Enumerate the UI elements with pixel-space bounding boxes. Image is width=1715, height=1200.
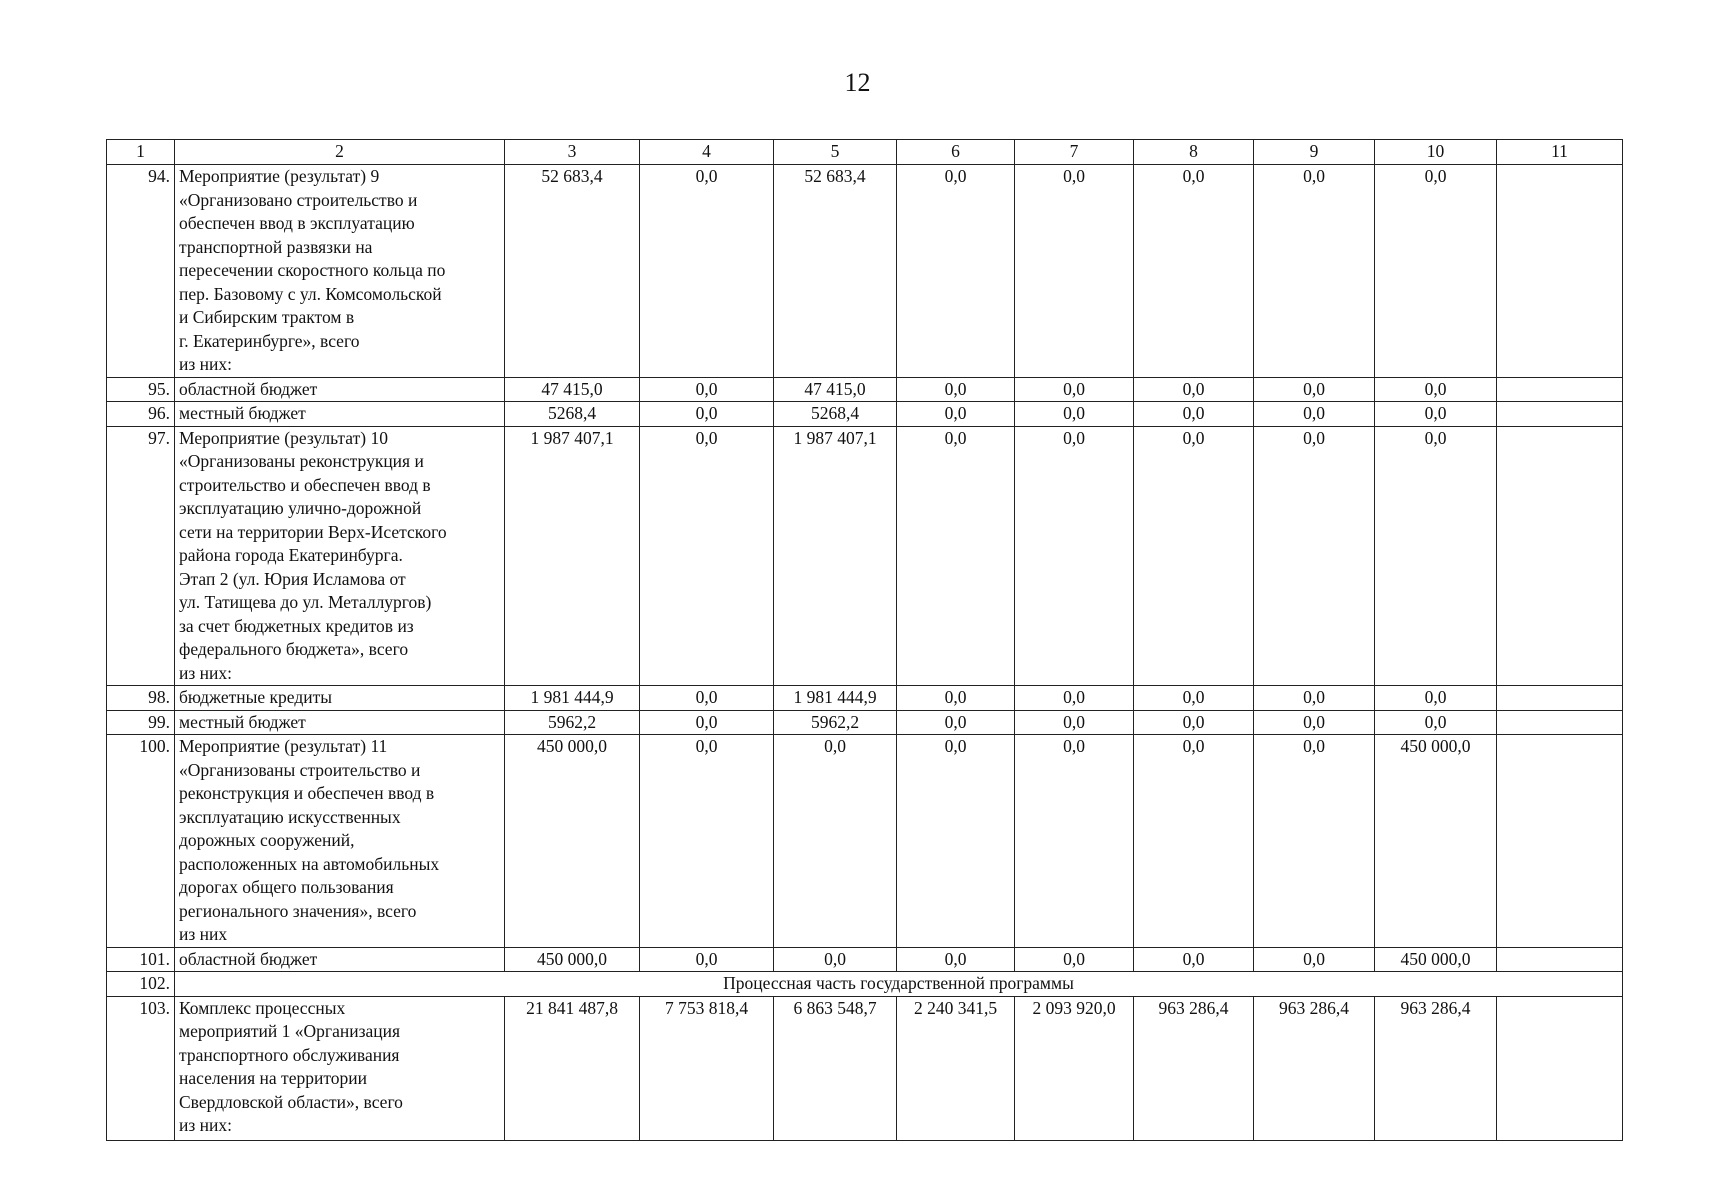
value-cell: 1 981 444,9: [505, 686, 640, 711]
value-cell: 1 987 407,1: [505, 426, 640, 686]
value-cell: [1497, 165, 1623, 378]
value-cell: 450 000,0: [505, 947, 640, 972]
table-row: [107, 947, 1623, 972]
column-header: 5: [774, 140, 897, 165]
column-header: 11: [1497, 140, 1623, 165]
value-cell: [1497, 377, 1623, 402]
value-cell: 0,0: [1015, 377, 1134, 402]
value-cell: 0,0: [640, 426, 774, 686]
value-cell: 963 286,4: [1134, 996, 1254, 1140]
row-number: 96.: [107, 402, 175, 427]
value-cell: 2 240 341,5: [897, 996, 1015, 1140]
value-cell: 0,0: [897, 710, 1015, 735]
value-cell: 1 987 407,1: [774, 426, 897, 686]
section-row: [107, 972, 1623, 997]
row-number: 103.: [107, 996, 175, 1140]
value-cell: 2 093 920,0: [1015, 996, 1134, 1140]
value-cell: 47 415,0: [505, 377, 640, 402]
column-header: 8: [1134, 140, 1254, 165]
value-cell: 0,0: [897, 686, 1015, 711]
table-row: [107, 686, 1623, 711]
value-cell: 0,0: [1134, 165, 1254, 378]
table-row: [107, 426, 1623, 686]
table-row: [107, 165, 1623, 378]
value-cell: 0,0: [1254, 686, 1375, 711]
value-cell: 0,0: [640, 377, 774, 402]
value-cell: 0,0: [1134, 686, 1254, 711]
table-row: [107, 996, 1623, 1140]
column-header: 9: [1254, 140, 1375, 165]
value-cell: 0,0: [897, 402, 1015, 427]
value-cell: 0,0: [1375, 686, 1497, 711]
row-name: Мероприятие (результат) 11 «Организованы строительство и реконструкция и обеспечен ввод в эксплуатацию искусственных дорожных сооружений, расположенных на автомобильных дорогах общего пользования регионального значения», всего из них: [175, 735, 505, 948]
table-row: [107, 735, 1623, 948]
value-cell: 450 000,0: [1375, 735, 1497, 948]
value-cell: 0,0: [1134, 426, 1254, 686]
row-name: областной бюджет: [175, 377, 505, 402]
page-number: 12: [844, 68, 871, 97]
value-cell: 0,0: [1015, 735, 1134, 948]
value-cell: 0,0: [1375, 165, 1497, 378]
value-cell: 0,0: [640, 686, 774, 711]
value-cell: 47 415,0: [774, 377, 897, 402]
value-cell: 7 753 818,4: [640, 996, 774, 1140]
value-cell: 5268,4: [774, 402, 897, 427]
column-header: 3: [505, 140, 640, 165]
value-cell: 0,0: [1254, 165, 1375, 378]
value-cell: 0,0: [1134, 710, 1254, 735]
value-cell: 0,0: [1254, 426, 1375, 686]
value-cell: 0,0: [1254, 735, 1375, 948]
value-cell: 6 863 548,7: [774, 996, 897, 1140]
value-cell: 0,0: [1254, 377, 1375, 402]
value-cell: 0,0: [1015, 947, 1134, 972]
row-name: Комплекс процессных мероприятий 1 «Организация транспортного обслуживания населения на территории Свердловской области», всего из них:: [175, 996, 505, 1140]
value-cell: 0,0: [1375, 377, 1497, 402]
value-cell: 0,0: [774, 947, 897, 972]
value-cell: 0,0: [1015, 165, 1134, 378]
value-cell: 0,0: [897, 426, 1015, 686]
value-cell: [1497, 735, 1623, 948]
value-cell: 0,0: [897, 735, 1015, 948]
value-cell: [1497, 426, 1623, 686]
value-cell: 0,0: [1015, 710, 1134, 735]
value-cell: 0,0: [1375, 402, 1497, 427]
value-cell: 0,0: [1015, 426, 1134, 686]
value-cell: [1497, 710, 1623, 735]
value-cell: 0,0: [897, 377, 1015, 402]
value-cell: 5268,4: [505, 402, 640, 427]
value-cell: 0,0: [1134, 735, 1254, 948]
value-cell: [1497, 947, 1623, 972]
value-cell: 21 841 487,8: [505, 996, 640, 1140]
value-cell: 0,0: [897, 165, 1015, 378]
value-cell: 0,0: [1015, 686, 1134, 711]
row-name: местный бюджет: [175, 710, 505, 735]
value-cell: 0,0: [1254, 402, 1375, 427]
row-number: 102.: [107, 972, 175, 997]
row-number: 100.: [107, 735, 175, 948]
column-header: 7: [1015, 140, 1134, 165]
table-row: [107, 710, 1623, 735]
value-cell: 0,0: [640, 710, 774, 735]
column-header: 4: [640, 140, 774, 165]
value-cell: [1497, 686, 1623, 711]
value-cell: 0,0: [897, 947, 1015, 972]
row-number: 99.: [107, 710, 175, 735]
value-cell: 0,0: [1375, 710, 1497, 735]
value-cell: 0,0: [640, 735, 774, 948]
row-name: Мероприятие (результат) 10 «Организованы реконструкция и строительство и обеспечен ввод в эксплуатацию улично-дорожной сети на территории Верх-Исетского района города Екатеринбурга. Этап 2 (ул. Юрия Исламова от ул. Татищева до ул. Металлургов) за счет бюджетных кредитов из федерального бюджета», всего из них:: [175, 426, 505, 686]
value-cell: 0,0: [1134, 947, 1254, 972]
value-cell: 0,0: [640, 947, 774, 972]
row-name: местный бюджет: [175, 402, 505, 427]
row-number: 101.: [107, 947, 175, 972]
column-header: 1: [107, 140, 175, 165]
column-header: 10: [1375, 140, 1497, 165]
value-cell: 52 683,4: [774, 165, 897, 378]
value-cell: 0,0: [640, 402, 774, 427]
column-header: 6: [897, 140, 1015, 165]
row-name: Мероприятие (результат) 9 «Организовано строительство и обеспечен ввод в эксплуатацию транспортной развязки на пересечении скоростного кольца по пер. Базовому с ул. Комсомольской и Сибирским трактом в г. Екатеринбурге», всего из них:: [175, 165, 505, 378]
row-name: бюджетные кредиты: [175, 686, 505, 711]
value-cell: 0,0: [774, 735, 897, 948]
value-cell: 963 286,4: [1375, 996, 1497, 1140]
value-cell: 450 000,0: [505, 735, 640, 948]
value-cell: 0,0: [1134, 402, 1254, 427]
value-cell: 0,0: [1254, 710, 1375, 735]
table-row: [107, 377, 1623, 402]
table-row: [107, 402, 1623, 427]
value-cell: 5962,2: [774, 710, 897, 735]
budget-table: [106, 139, 1623, 1141]
value-cell: 1 981 444,9: [774, 686, 897, 711]
value-cell: 52 683,4: [505, 165, 640, 378]
row-name: областной бюджет: [175, 947, 505, 972]
value-cell: [1497, 996, 1623, 1140]
row-number: 94.: [107, 165, 175, 378]
section-title: Процессная часть государственной программы: [175, 972, 1623, 997]
value-cell: 0,0: [1134, 377, 1254, 402]
row-number: 97.: [107, 426, 175, 686]
row-number: 95.: [107, 377, 175, 402]
value-cell: 0,0: [640, 165, 774, 378]
value-cell: 0,0: [1015, 402, 1134, 427]
value-cell: 0,0: [1254, 947, 1375, 972]
column-header: 2: [175, 140, 505, 165]
value-cell: 450 000,0: [1375, 947, 1497, 972]
value-cell: [1497, 402, 1623, 427]
value-cell: 963 286,4: [1254, 996, 1375, 1140]
value-cell: 5962,2: [505, 710, 640, 735]
row-number: 98.: [107, 686, 175, 711]
value-cell: 0,0: [1375, 426, 1497, 686]
column-number-header-row: [107, 140, 1623, 165]
